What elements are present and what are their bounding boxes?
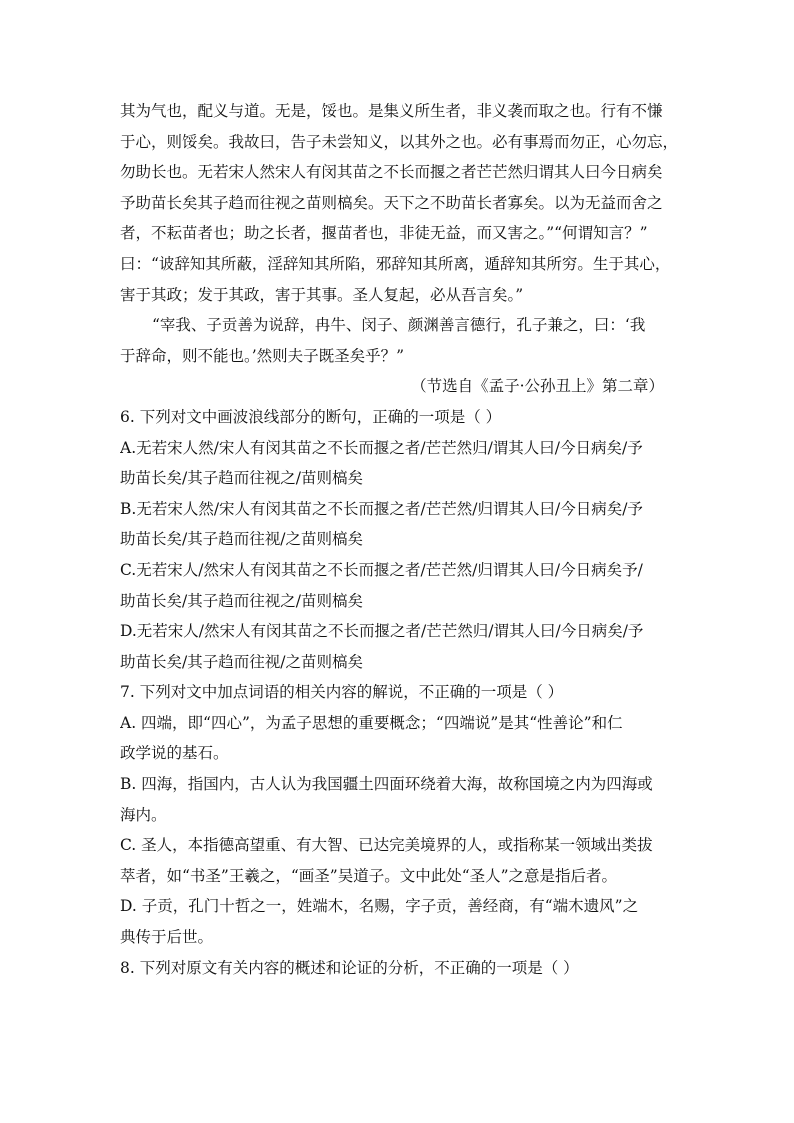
option-text: 海内。 <box>120 805 167 824</box>
question-7 <box>120 677 692 952</box>
passage-line: 曰：“诐辞知其所蔽，淫辞知其所陷，邪辞知其所离，遁辞知其所穷。生于其心， <box>120 254 671 273</box>
option-text: 助苗长矣/其子趋而往视之/苗则槁矣 <box>120 469 363 488</box>
question-stem: 6. 下列对文中画波浪线部分的断句，正确的一项是（ ） <box>120 407 502 426</box>
passage-source: （节选自《孟子·公孙丑上》第二章） <box>411 377 664 396</box>
option-d[interactable] <box>120 616 692 677</box>
option-b[interactable] <box>120 769 692 830</box>
option-text: 助苗长矣/其子趋而往视/之苗则槁矣 <box>120 530 363 549</box>
option-text: D. 子贡，孔门十哲之一，姓端木，名赐，字子贡，善经商，有“端木遗风”之 <box>120 897 639 916</box>
option-text: A. 四端，即“四心”，为孟子思想的重要概念；“四端说”是其“性善论”和仁 <box>120 713 623 732</box>
question-stem: 7. 下列对文中加点词语的相关内容的解说，不正确的一项是（ ） <box>120 683 564 702</box>
passage-line: 者，不耘苗者也；助之长者，揠苗者也，非徒无益，而又害之。”“何谓知言？” <box>120 224 648 243</box>
option-text: D.无若宋人/然宋人有闵其苗之不长而揠之者/芒芒然归/谓其人曰/今日病矣/予 <box>120 622 644 641</box>
question-8 <box>120 953 692 984</box>
option-a[interactable] <box>120 708 692 769</box>
option-text: A.无若宋人然/宋人有闵其苗之不长而揠之者/芒芒然归/谓其人曰/今日病矣/予 <box>120 438 643 457</box>
option-text: 典传于后世。 <box>120 928 214 947</box>
passage-line: 其为气也，配义与道。无是，馁也。是集义所生者，非义袭而取之也。行有不慊 <box>120 102 663 120</box>
option-text: C.无若宋人/然宋人有闵其苗之不长而揠之者/芒芒然/归谓其人曰/今日病矣予/ <box>120 560 643 579</box>
passage-line: 于辞命，则不能也。’然则夫子既圣矣乎？” <box>120 346 405 365</box>
passage-line: “宰我、子贡善为说辞，冉牛、闵子、颜渊善言德行，孔子兼之，曰：‘我 <box>152 316 646 335</box>
option-text: C. 圣人，本指德高望重、有大智、已达完美境界的人，或指称某一领域出类拔 <box>120 836 653 855</box>
option-a[interactable] <box>120 433 692 494</box>
passage-paragraph-1 <box>120 96 692 310</box>
passage-line: 于心，则馁矣。我故曰，告子未尝知义，以其外之也。必有事焉而勿正，心勿忘， <box>120 132 679 151</box>
option-d[interactable] <box>120 891 692 952</box>
option-c[interactable] <box>120 555 692 616</box>
option-text: B.无若宋人然/宋人有闵其苗之不长而揠之者/芒芒然/归谓其人曰/今日病矣/予 <box>120 499 643 518</box>
option-text: 萃者，如“书圣”王羲之，“画圣”吴道子。文中此处“圣人”之意是指后者。 <box>120 866 618 885</box>
exam-page <box>120 96 692 983</box>
option-text: 政学说的基石。 <box>120 744 229 763</box>
question-6 <box>120 402 692 677</box>
question-stem: 8. 下列对原文有关内容的概述和论证的分析，不正确的一项是（ ） <box>120 958 579 977</box>
option-b[interactable] <box>120 494 692 555</box>
passage-paragraph-2 <box>120 310 692 371</box>
option-text: 助苗长矣/其子趋而往视之/苗则槁矣 <box>120 591 363 610</box>
passage-line: 勿助长也。无若宋人然宋人有闵其苗之不长而揠之者芒芒然归谓其人曰今日病矣 <box>120 163 663 182</box>
option-c[interactable] <box>120 830 692 891</box>
passage-line: 害于其政；发于其政，害于其事。圣人复起，必从吾言矣。” <box>120 285 524 304</box>
option-text: 助苗长矣/其子趋而往视/之苗则槁矣 <box>120 652 363 671</box>
option-text: B. 四海，指国内，古人认为我国疆土四面环绕着大海，故称国境之内为四海或 <box>120 775 653 794</box>
passage-line: 予助苗长矣其子趋而往视之苗则槁矣。天下之不助苗长者寡矣。以为无益而舍之 <box>120 193 663 212</box>
